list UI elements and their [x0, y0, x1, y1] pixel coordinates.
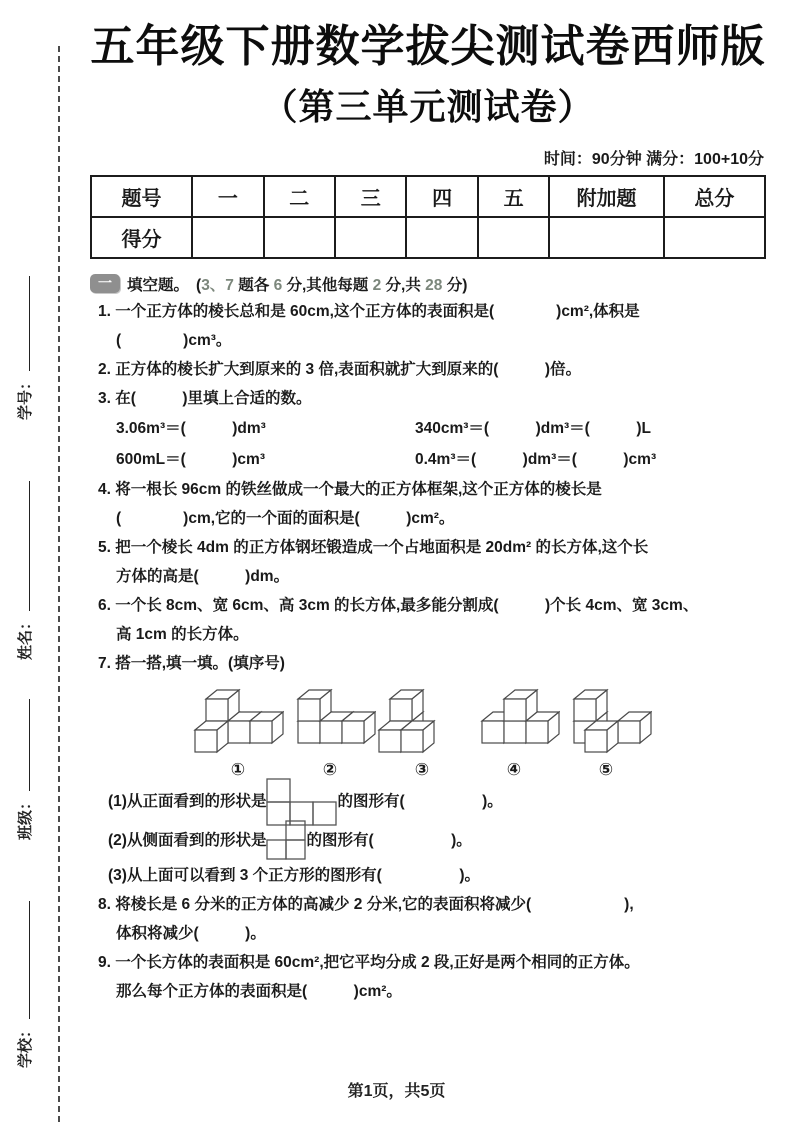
question-8-line-1: 8. 将棱长是 6 分米的正方体的高减少 2 分米,它的表面积将减少( ),: [98, 895, 634, 913]
cube-figure-5-drawing: [560, 686, 652, 756]
school-blank-line: [15, 901, 30, 1019]
section-1-badge: 一: [90, 274, 120, 293]
question-5-line-2: 方体的高是( )dm。: [116, 567, 290, 585]
score-header-cell: 三: [335, 176, 406, 217]
question-6-line-2: 高 1cm 的长方体。: [116, 625, 249, 643]
conversion-item: 3.06m³＝( )dm³: [116, 419, 266, 437]
side-view-shape-diagram: [266, 820, 306, 860]
score-blank-cell: [192, 217, 263, 258]
question-9-line-2: 那么每个正方体的表面积是( )cm²。: [116, 982, 402, 1000]
cube-figure-4: [468, 686, 560, 778]
sub-1-text-pre: (1)从正面看到的形状是: [108, 793, 267, 811]
sub-2-text-post: 的图形有( )。: [306, 831, 472, 849]
score-blank-cell: [549, 217, 664, 258]
question-5-line-1: 5. 把一个棱长 4dm 的正方体钢坯锻造成一个占地面积是 20dm² 的长方体,这个长: [98, 538, 649, 556]
score-header-cell: 附加题: [549, 176, 664, 217]
question-3-conversion-row-2: [90, 444, 766, 475]
score-header-cell: 二: [264, 176, 335, 217]
time-score-info: 时间：90分钟 满分：100+10分: [543, 150, 764, 168]
sub-2-text-pre: (2)从侧面看到的形状是: [108, 831, 267, 849]
score-blank-cell: [478, 217, 549, 258]
cube-figures-row: [192, 686, 634, 778]
name-blank-line: [15, 481, 30, 611]
sidebar-field-class: [14, 699, 35, 840]
student-id-blank-line: [15, 276, 30, 371]
sidebar-field-name: [14, 481, 35, 660]
cube-figure-1: [192, 686, 284, 778]
score-blank-cell: [664, 217, 765, 258]
cube-figure-1-label: ①: [230, 759, 246, 779]
score-table-score-row: [91, 217, 765, 258]
question-2: 2. 正方体的棱长扩大到原来的 3 倍,表面积就扩大到原来的( )倍。: [98, 360, 582, 378]
cube-figure-4-drawing: [468, 686, 560, 756]
school-label: 学校：: [17, 1022, 34, 1068]
score-header-cell: 五: [478, 176, 549, 217]
cube-figure-1-drawing: [192, 686, 284, 756]
question-9-line-1: 9. 一个长方体的表面积是 60cm²,把它平均分成 2 段,正好是两个相同的正方体。: [98, 953, 640, 971]
cube-figure-5-label: ⑤: [598, 759, 614, 779]
class-blank-line: [15, 699, 30, 791]
question-4-line-2: ( )cm,它的一个面的面积是( )cm²。: [116, 509, 455, 527]
score-table: [90, 175, 766, 259]
binding-dashed-line: [58, 46, 60, 1122]
conversion-item: 0.4m³＝( )dm³＝( )cm³: [415, 450, 657, 468]
front-view-shape-diagram: [266, 778, 337, 826]
section-1-header: [90, 273, 766, 295]
score-header-cell: 四: [406, 176, 477, 217]
question-6-line-1: 6. 一个长 8cm、宽 6cm、高 3cm 的长方体,最多能分割成( )个长 4cm、宽 3cm、: [98, 596, 699, 614]
cube-figure-2: [284, 686, 376, 778]
cube-figure-4-label: ④: [506, 759, 522, 779]
question-7-sub-2: [90, 826, 766, 855]
student-id-label: 学号：: [17, 374, 34, 420]
conversion-item: 600mL＝( )cm³: [116, 450, 265, 468]
paper-title: 五年级下册数学拔尖测试卷西师版: [90, 22, 766, 71]
question-7-sub-1: [90, 784, 766, 820]
name-label: 姓名：: [17, 614, 34, 660]
score-row-label: 得分: [91, 217, 192, 258]
conversion-item: 340cm³＝( )dm³＝( )L: [415, 419, 651, 437]
sidebar-field-school: [14, 901, 35, 1068]
question-1-line-2: ( )cm³。: [116, 331, 232, 349]
score-table-header-row: [91, 176, 765, 217]
score-header-cell: 一: [192, 176, 263, 217]
score-header-cell: 题号: [91, 176, 192, 217]
cube-figure-3: [376, 686, 468, 778]
question-1-line-1: 1. 一个正方体的棱长总和是 60cm,这个正方体的表面积是( )cm²,体积是: [98, 302, 640, 320]
question-8-line-2: 体积将减少( )。: [116, 924, 266, 942]
question-3-conversion-row-1: [90, 413, 766, 444]
paper-subtitle: （第三单元测试卷）: [261, 85, 595, 127]
class-label: 班级：: [17, 794, 34, 840]
cube-figure-3-label: ③: [414, 759, 430, 779]
section-1-title: 填空题。: [127, 276, 190, 294]
question-7-sub-3: (3)从上面可以看到 3 个正方形的图形有( )。: [108, 866, 481, 884]
question-3-line-1: 3. 在( )里填上合适的数。: [98, 389, 312, 407]
score-blank-cell: [406, 217, 477, 258]
paper-content: [90, 0, 766, 1006]
score-blank-cell: [264, 217, 335, 258]
score-blank-cell: [335, 217, 406, 258]
question-4-line-1: 4. 将一根长 96cm 的铁丝做成一个最大的正方体框架,这个正方体的棱长是: [98, 480, 602, 498]
sidebar-field-student-id: [14, 276, 35, 420]
score-header-cell: 总分: [664, 176, 765, 217]
cube-figure-5: [560, 686, 652, 778]
page-number-footer: 第1页，共5页: [347, 1083, 446, 1100]
section-1-points-note: (3、7 题各 6 分,其他每题 2 分,共 28 分): [196, 276, 468, 294]
cube-figure-3-drawing: [376, 686, 468, 756]
cube-figure-2-drawing: [284, 686, 376, 756]
question-7-line-1: 7. 搭一搭,填一填。(填序号): [98, 654, 285, 672]
cube-figure-2-label: ②: [322, 759, 338, 779]
sub-1-text-post: 的图形有( )。: [337, 793, 503, 811]
